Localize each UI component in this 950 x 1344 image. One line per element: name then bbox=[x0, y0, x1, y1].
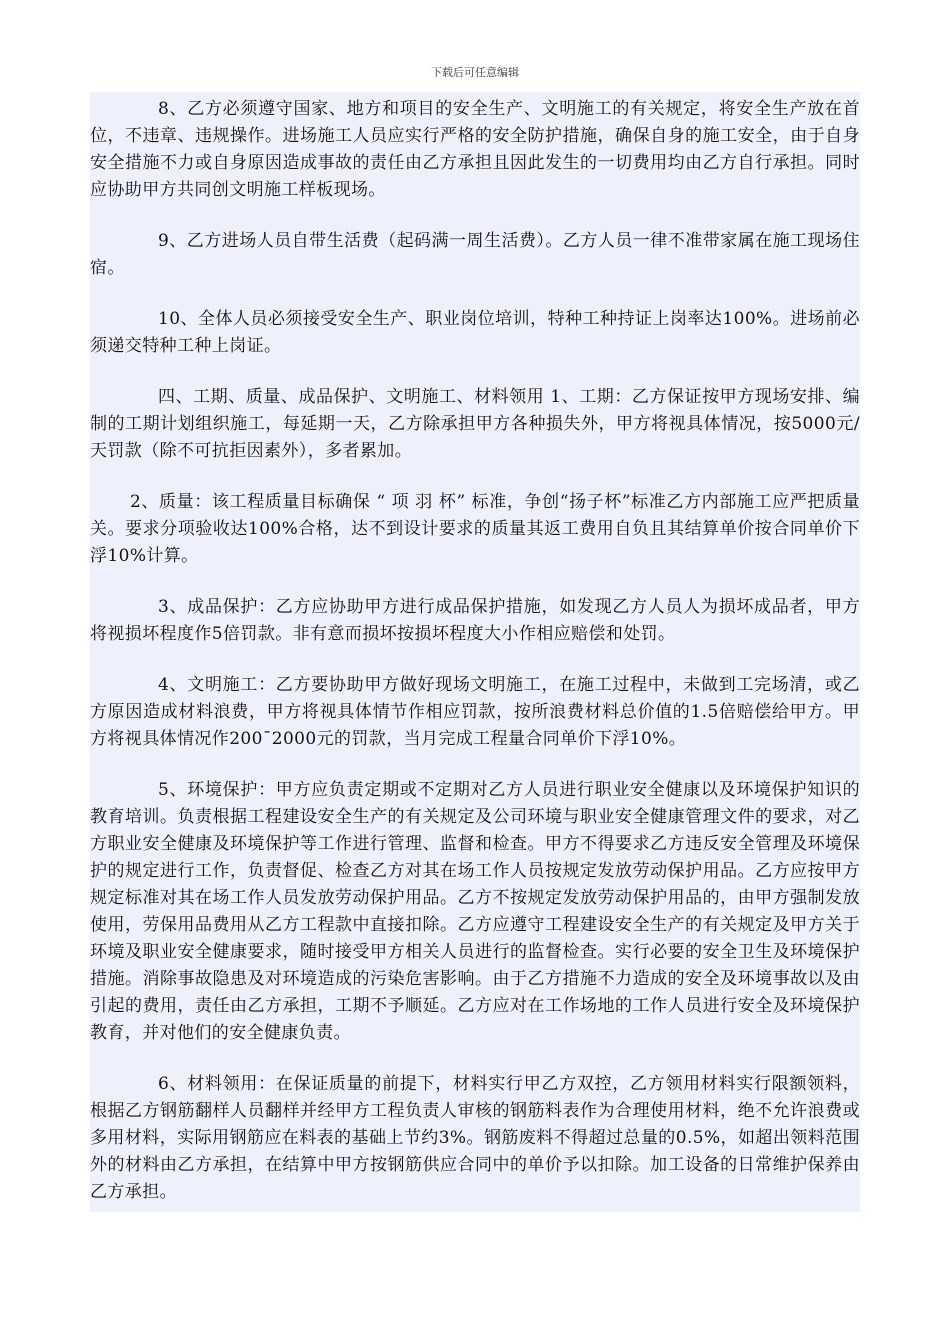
page-header: 下载后可任意编辑 bbox=[431, 66, 519, 79]
paragraph-civilized-construction: 4、文明施工：乙方要协助甲方做好现场文明施工，在施工过程中，未做到工完场清，或乙方原因造成材料浪费，甲方将视具体情节作相应罚款，按所浪费材料总价值的1.5倍赔偿给甲方。甲方将视具体情况作200¯2000元的罚款，当月完成工程量合同单价下浮10%。 bbox=[90, 675, 860, 749]
paragraph-clause-10: 10、全体人员必须接受安全生产、职业岗位培训，特种工种持证上岗率达100%。进场前必须递交特种工种上岗证。 bbox=[90, 309, 860, 356]
paragraph-material-use: 6、材料领用：在保证质量的前提下，材料实行甲乙方双控，乙方领用材料实行限额领料，根据乙方钢筋翻样人员翻样并经甲方工程负责人审核的钢筋料表作为合理使用材料，绝不允许浪费或多用材料，实际用钢筋应在料表的基础上节约3%。钢筋废料不得超过总量的0.5%，如超出领料范围外的材料由乙方承担，在结算中甲方按钢筋供应合同中的单价予以扣除。加工设备的日常维护保养由乙方承担。 bbox=[90, 1074, 860, 1202]
document-body bbox=[90, 92, 860, 1212]
paragraph-clause-8: 8、乙方必须遵守国家、地方和项目的安全生产、文明施工的有关规定，将安全生产放在首位，不违章、违规操作。进场施工人员应实行严格的安全防护措施，确保自身的施工安全，由于自身安全措施不力或自身原因造成事故的责任由乙方承担且因此发生的一切费用均由乙方自行承担。同时应协助甲方共同创文明施工样板现场。 bbox=[90, 99, 860, 200]
paragraph-product-protection: 3、成品保护：乙方应协助甲方进行成品保护措施，如发现乙方人员人为损坏成品者，甲方将视损坏程度作5倍罚款。非有意而损坏按损坏程度大小作相应赔偿和处罚。 bbox=[90, 597, 860, 644]
paragraph-environment-protection: 5、环境保护：甲方应负责定期或不定期对乙方人员进行职业安全健康以及环境保护知识的教育培训。负责根据工程建设安全生产的有关规定及公司环境与职业安全健康管理文件的要求，对乙方职业安全健康及环境保护等工作进行管理、监督和检查。甲方不得要求乙方违反安全管理及环境保护的规定进行工作，负责督促、检查乙方对其在场工作人员按规定发放劳动保护用品。乙方应按甲方规定标准对其在场工作人员发放劳动保护用品。乙方不按规定发放劳动保护用品的，由甲方强制发放使用，劳保用品费用从乙方工程款中直接扣除。乙方应遵守工程建设安全生产的有关规定及甲方关于环境及职业安全健康要求，随时接受甲方相关人员进行的监督检查。实行必要的安全卫生及环境保护措施。消除事故隐患及对环境造成的污染危害影响。由于乙方措施不力造成的安全及环境事故以及由引起的费用，责任由乙方承担，工期不予顺延。乙方应对在工作场地的工作人员进行安全及环境保护教育，并对他们的安全健康负责。 bbox=[90, 780, 860, 1043]
paragraph-clause-9: 9、乙方进场人员自带生活费（起码满一周生活费）。乙方人员一律不准带家属在施工现场住宿。 bbox=[90, 231, 860, 278]
paragraph-section-4-schedule: 四、工期、质量、成品保护、文明施工、材料领用 1、工期：乙方保证按甲方现场安排、编制的工期计划组织施工，每延期一天，乙方除承担甲方各种损失外，甲方将视具体情况，按5000元/天罚款（除不可抗拒因素外），多者累加。 bbox=[90, 387, 860, 461]
paragraph-quality: 2、质量：该工程质量目标确保 “ 项 羽 杯” 标准，争创“扬子杯”标准乙方内部施工应严把质量关。要求分项验收达100%合格，达不到设计要求的质量其返工费用自负且其结算单价按合同单价下浮10%计算。 bbox=[90, 492, 860, 566]
